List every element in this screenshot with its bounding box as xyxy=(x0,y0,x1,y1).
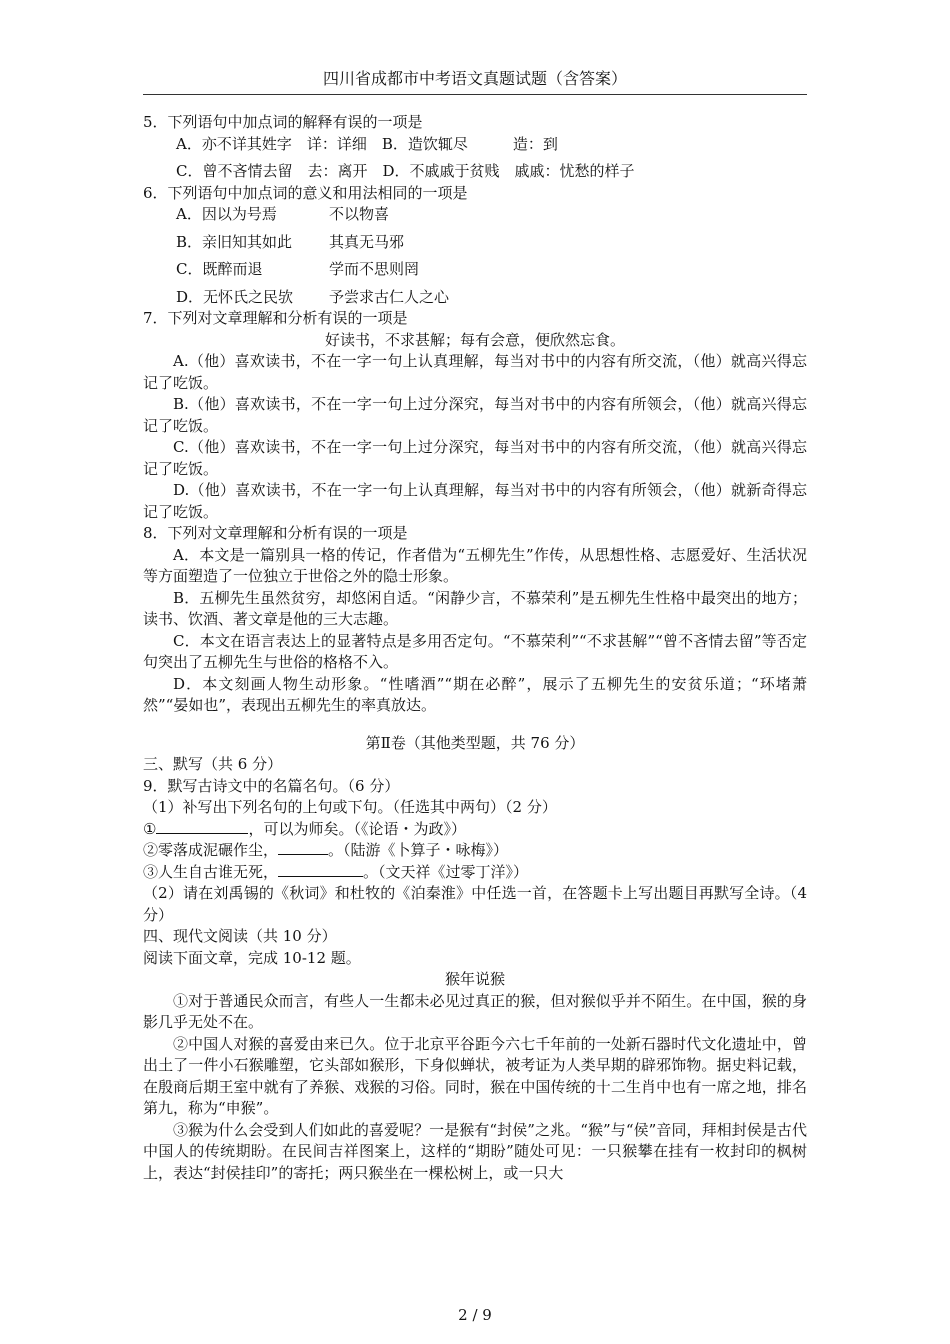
q7-option-c: C.（他）喜欢读书，不在一字一句上过分深究，每当对书中的内容有所交流，（他）就高兴得忘记了吃饭。 xyxy=(143,438,807,478)
q6-option-a-right: 不以物喜 xyxy=(329,205,390,223)
q9-part-1: （1）补写出下列名句的上句或下句。（任选其中两句）（2 分） xyxy=(143,798,557,816)
fill-item-3 xyxy=(143,862,807,884)
q8-option-c: C．本文在语言表达上的显著特点是多用否定句。“不慕荣利”“不求甚解”“曾不吝情去留”等否定句突出了五柳先生与世俗的格格不入。 xyxy=(143,631,807,671)
header-divider xyxy=(143,94,807,95)
article-paragraph-3: ③猴为什么会受到人们如此的喜爱呢？一是猴有“封侯”之兆。“猴”与“侯”音同，拜相封侯是古代中国人的传统期盼。在民间吉祥图案上，这样的“期盼”随处可见：一只猴攀在挂有一枚封印的枫树上，表达“封侯挂印”的寄托；两只猴坐在一棵松树上，或一只大 xyxy=(143,1120,807,1182)
q6-option-d-left: D．无怀氏之民欤 xyxy=(176,287,294,306)
fill-item-1-suffix: ，可以为师矣。（《论语・为政》） xyxy=(248,819,466,838)
q7-option-d: D.（他）喜欢读书，不在一字一句上认真理解，每当对书中的内容有所领会，（他）就新奇得忘记了吃饭。 xyxy=(143,481,807,521)
reading-instruction: 阅读下面文章，完成 10-12 题。 xyxy=(143,948,361,967)
q6-option-b-left: B．亲旧知其如此 xyxy=(176,232,293,251)
fill-item-2 xyxy=(143,840,807,862)
q6-option-c xyxy=(143,259,807,281)
q9-stem: 9．默写古诗文中的名篇名句。（6 分） xyxy=(143,776,400,795)
q7-stem: 7．下列对文章理解和分析有误的一项是 xyxy=(143,309,408,327)
q7-option-b: B.（他）喜欢读书，不在一字一句上过分深究，每当对书中的内容有所领会，（他）就高兴得忘记了吃饭。 xyxy=(143,395,807,435)
fill-item-3-suffix: 。（文天祥《过零丁洋》） xyxy=(363,862,529,881)
q6-option-b xyxy=(143,232,807,254)
q6-option-d-right: 予尝求古仁人之心 xyxy=(329,287,450,306)
q5-stem: 5．下列语句中加点词的解释有误的一项是 xyxy=(143,113,423,131)
fill-blank-2[interactable] xyxy=(278,854,328,855)
article-title: 猴年说猴 xyxy=(444,970,505,988)
part2-title: 第Ⅱ卷（其他类型题，共 76 分） xyxy=(365,733,585,752)
q7-option-a: A.（他）喜欢读书，不在一字一句上认真理解，每当对书中的内容有所交流，（他）就高兴得忘记了吃饭。 xyxy=(143,352,807,392)
q6-stem: 6．下列语句中加点词的意义和用法相同的一项是 xyxy=(143,183,468,202)
q9-part-2: （2）请在刘禹锡的《秋词》和杜牧的《泊秦淮》中任选一首，在答题卡上写出题目再默写全诗。（4 分） xyxy=(143,884,807,924)
q8-option-a: A．本文是一篇别具一格的传记，作者借为“五柳先生”作传，从思想性格、志愿爱好、生活状况等方面塑造了一位独立于世俗之外的隐士形象。 xyxy=(143,545,807,585)
fill-item-2-suffix: 。（陆游《卜算子・咏梅》） xyxy=(328,841,509,859)
q5-options-row-2: C．曾不吝情去留 去：离开 D．不戚戚于贫贱 戚戚：忧愁的样子 xyxy=(176,162,635,180)
page-content xyxy=(143,112,807,1184)
q6-option-a-left: A．因以为号焉 xyxy=(176,205,277,223)
q6-option-d xyxy=(143,287,807,309)
article-paragraph-1: ①对于普通民众而言，有些人一生都未必见过真正的猴，但对猴似乎并不陌生。在中国，猴的身影几乎无处不在。 xyxy=(143,991,807,1031)
q8-stem: 8．下列对文章理解和分析有误的一项是 xyxy=(143,524,408,542)
q6-option-c-left: C．既醉而退 xyxy=(176,260,263,278)
section-3-heading: 三、默写（共 6 分） xyxy=(143,755,283,773)
page-number: 2 / 9 xyxy=(458,1306,492,1324)
q6-option-c-right: 学而不思则罔 xyxy=(329,260,420,278)
fill-blank-1[interactable] xyxy=(156,833,248,834)
q6-option-b-right: 其真无马邪 xyxy=(329,232,405,251)
q8-option-d: D．本文刻画人物生动形象。“性嗜酒”“期在必醉”，展示了五柳先生的安贫乐道；“环堵萧然”“晏如也”，表现出五柳先生的率真放达。 xyxy=(143,674,807,714)
fill-item-1 xyxy=(143,819,807,841)
fill-blank-3[interactable] xyxy=(278,876,363,877)
q7-quote: 好读书，不求甚解；每有会意，便欣然忘食。 xyxy=(324,330,625,349)
page-header: 四川省成都市中考语文真题试题（含答案） xyxy=(322,69,627,88)
fill-item-2-prefix: ②零落成泥碾作尘， xyxy=(143,841,279,859)
section-4-heading: 四、现代文阅读（共 10 分） xyxy=(143,927,337,945)
article-paragraph-2: ②中国人对猴的喜爱由来已久。位于北京平谷距今六七千年前的一处新石器时代文化遗址中，曾出土了一件小石猴雕塑，它头部如猴形，下身似蝉状，被考证为人类早期的辟邪饰物。据史料记载，在殷商后期王室中就有了养猴、戏猴的习俗。同时，猴在中国传统的十二生肖中也有一席之地，排名第九，称为“申猴”。 xyxy=(143,1034,807,1117)
fill-item-3-prefix: ③人生自古谁无死， xyxy=(143,862,279,881)
fill-item-1-prefix: ① xyxy=(143,819,157,838)
q6-option-a xyxy=(143,204,807,226)
q5-options-row-1: A．亦不详其姓字 详：详细 B．造饮辄尽 造：到 xyxy=(176,134,558,153)
q8-option-b: B．五柳先生虽然贫穷，却悠闲自适。“闲静少言，不慕荣利”是五柳先生性格中最突出的地方；读书、饮酒、著文章是他的三大志趣。 xyxy=(143,588,807,628)
